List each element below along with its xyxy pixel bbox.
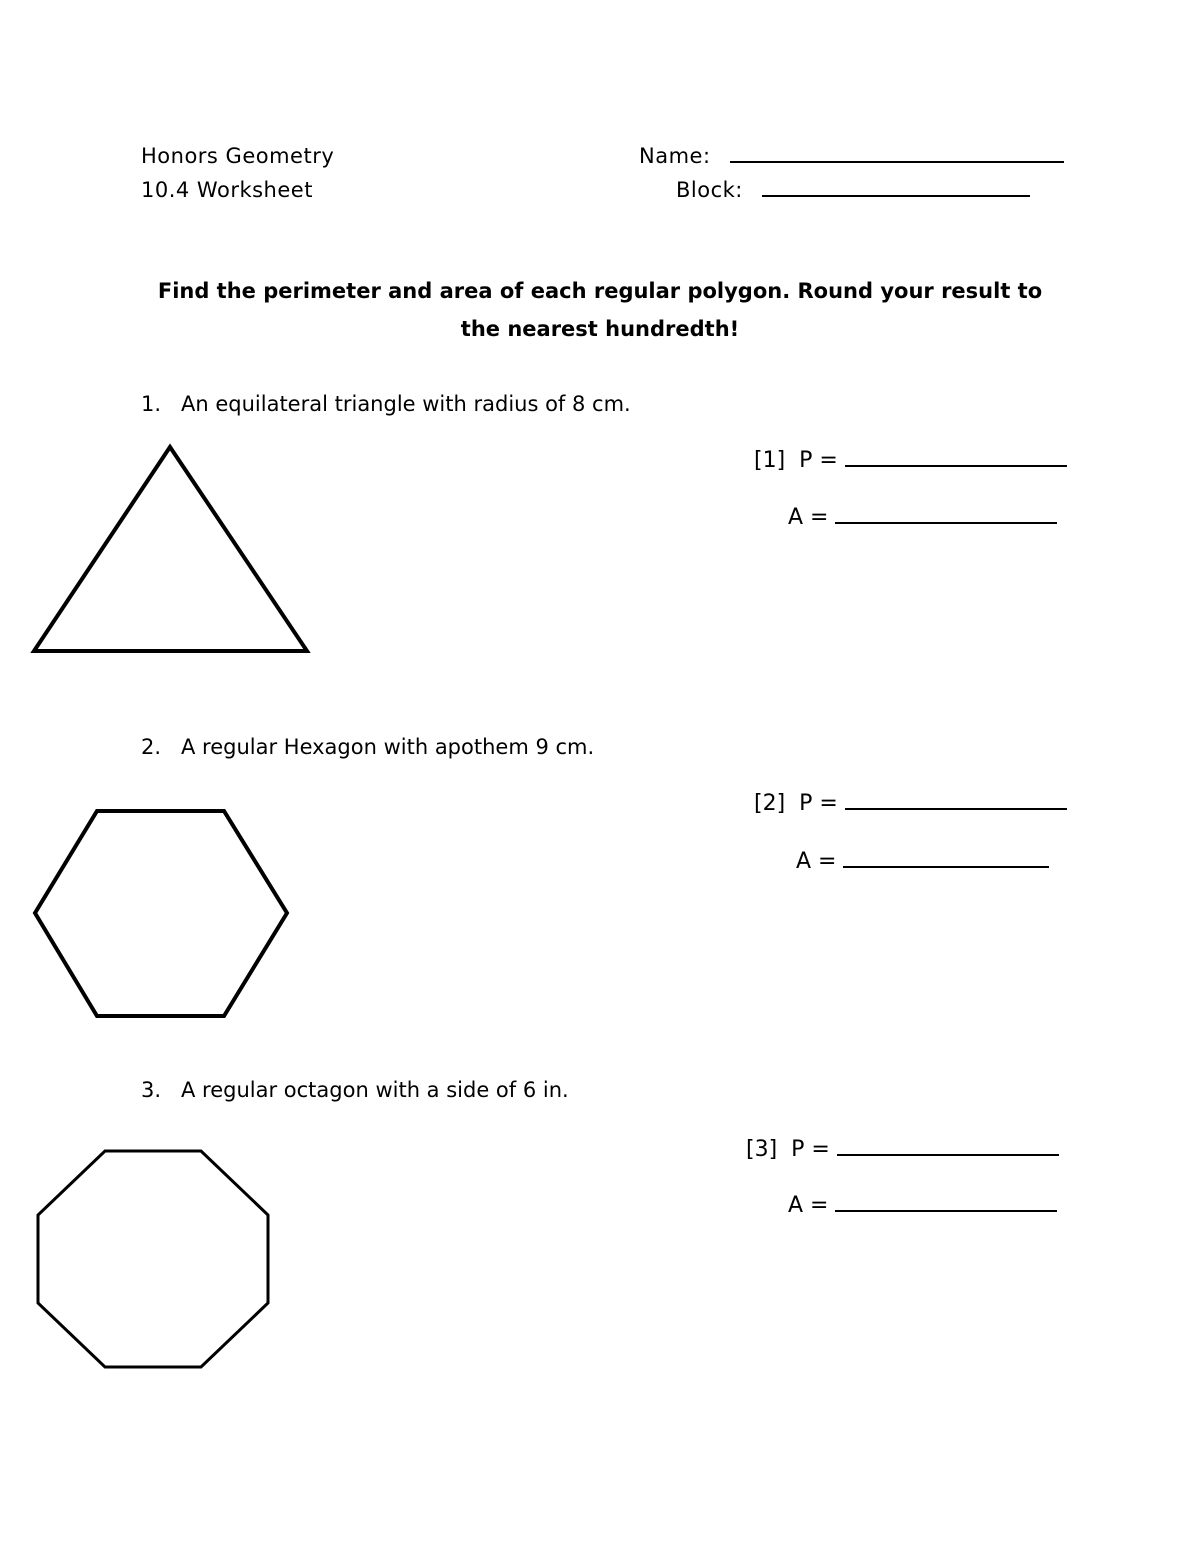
question-text: A regular octagon with a side of 6 in. — [181, 1078, 569, 1102]
hexagon-icon — [35, 811, 287, 1016]
perimeter-label: P = — [799, 791, 838, 816]
area-label: A = — [796, 849, 837, 874]
worksheet-title: 10.4 Worksheet — [141, 178, 313, 202]
question-text: An equilateral triangle with radius of 8 cm. — [181, 392, 631, 416]
answer-tag: [2] — [754, 791, 786, 816]
question-number: 3. — [141, 1078, 162, 1102]
name-label: Name: — [639, 144, 711, 168]
question-number: 2. — [141, 735, 162, 759]
instructions-line-2: the nearest hundredth! — [460, 317, 740, 341]
area-label: A = — [788, 505, 829, 530]
answer-tag: [3] — [746, 1137, 778, 1162]
question-number: 1. — [141, 392, 162, 416]
perimeter-label: P = — [799, 448, 838, 473]
course-title: Honors Geometry — [141, 144, 335, 168]
octagon-icon — [38, 1151, 268, 1367]
block-label: Block: — [676, 178, 743, 202]
instructions-line-1: Find the perimeter and area of each regular polygon. Round your result to — [157, 279, 1043, 303]
triangle-icon — [34, 447, 307, 651]
area-label: A = — [788, 1193, 829, 1218]
perimeter-label: P = — [791, 1137, 830, 1162]
answer-tag: [1] — [754, 448, 786, 473]
question-text: A regular Hexagon with apothem 9 cm. — [181, 735, 595, 759]
